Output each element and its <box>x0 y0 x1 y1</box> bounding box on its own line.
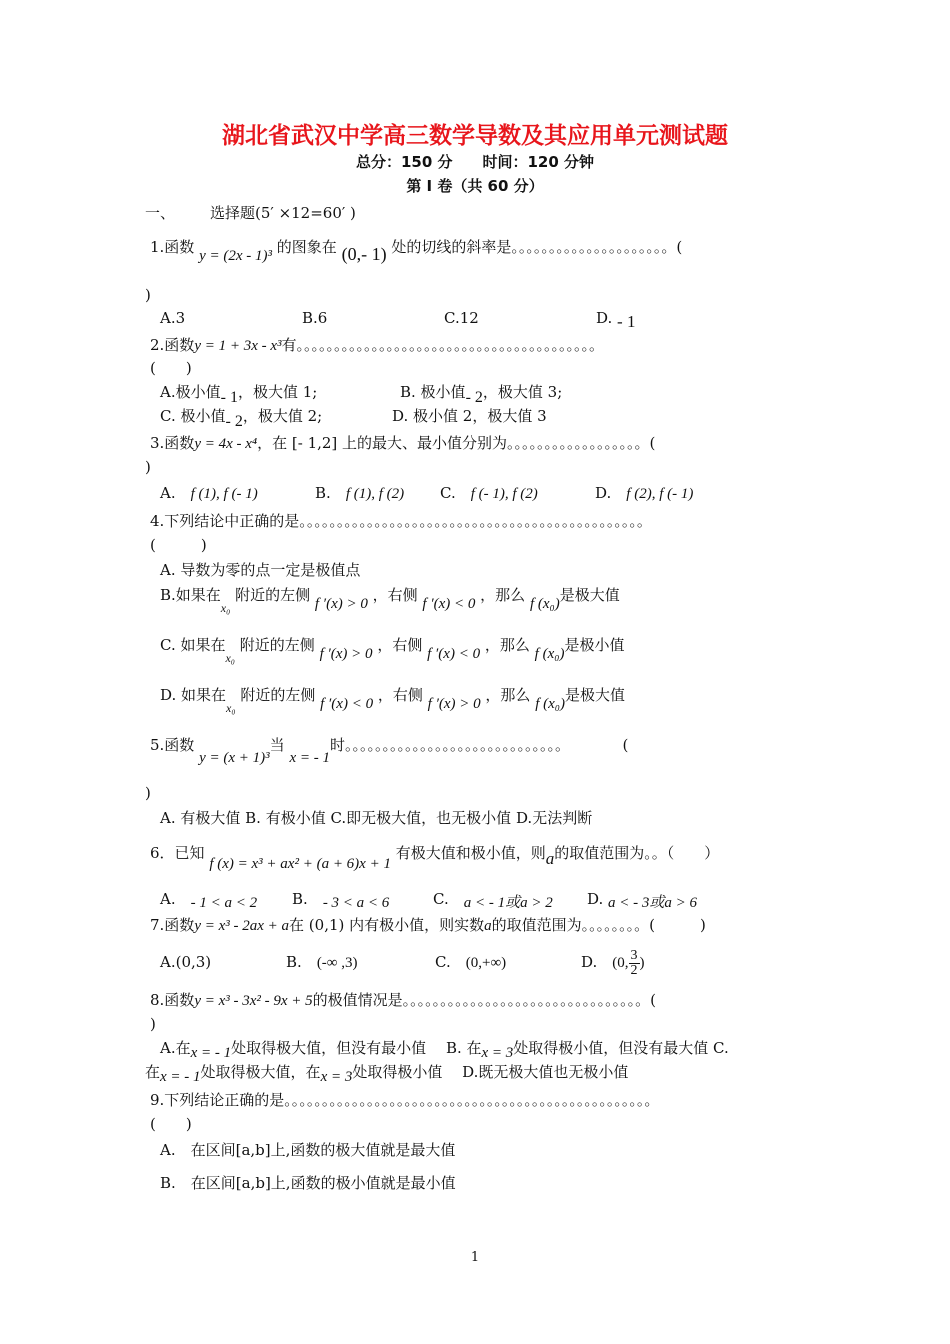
q1-number: 1.函数 <box>150 238 195 256</box>
q2-option-c: C. 极小值- 2，极大值 2; <box>160 407 323 430</box>
q2-paren: ( ) <box>150 359 192 377</box>
q9-line: 9.下列结论正确的是。。。。。。。。。。。。。。。。。。。。。。。。。。。。。。。。。。。。。。。。。。。。。。。。。 <box>150 1091 660 1109</box>
q5-line: 5.函数 y = (x + 1)³当 x = - 1时。。。。。。。。。。。。。。。。。。。。。。。。。。。。。 ( <box>150 736 629 766</box>
q6-function: f (x) = x³ + ax² + (a + 6)x + 1 <box>209 856 391 872</box>
q9-option-a: A. 在区间[a,b]上,函数的极大值就是最大值 <box>160 1141 456 1159</box>
q2-option-d: D. 极小值 2，极大值 3 <box>392 407 547 425</box>
q1-option-a: A.3 <box>160 309 186 327</box>
q8-option-line1: A.在x = - 1处取得极大值，但没有最小值 B. 在x = 3处取得极小值，但没有最大值 C. <box>160 1039 729 1061</box>
q9-paren: ( ) <box>150 1115 192 1133</box>
q4-option-a: A. 导数为零的点一定是极值点 <box>160 561 361 579</box>
q1-close: ) <box>145 286 151 304</box>
q5-function: y = (x + 1)³ <box>199 750 270 766</box>
q3-option-b: B. f (1), f (2) <box>315 484 405 502</box>
q3-option-c: C. f (- 1), f (2) <box>440 484 538 502</box>
q4-option-b: B.如果在$_{x_0}$ 附近的左侧 f ′(x) > 0 ，右侧 f ′(x) < 0 ，那么 f (x₀)是极大值 <box>160 586 620 615</box>
q6-option-a: A. - 1 < a < 2 <box>160 890 258 911</box>
q7-function: y = x³ - 2ax + a <box>194 918 290 934</box>
q5-close: ) <box>145 784 151 802</box>
score-time: 总分：150 分 时间：120 分钟 <box>355 153 595 171</box>
q5-options: A. 有极大值 B. 有极小值 C.即无极大值，也无极小值 D.无法判断 <box>160 809 593 827</box>
q6-option-c: C. a < - 1或a > 2 <box>433 890 553 911</box>
q3-close: ) <box>145 458 151 476</box>
q1-text2: 处的切线的斜率是。。。。。。。。。。。。。。。。。。。。。( <box>391 238 683 256</box>
q1-point: (0,- 1) <box>341 244 387 264</box>
q1-function: y = (2x - 1)³ <box>199 248 273 264</box>
q6-option-b: B. - 3 < a < 6 <box>292 890 390 911</box>
q8-option-line2: 在x = - 1处取得极大值，在x = 3处取得极小值 D.既无极大值也无极小值 <box>145 1063 629 1085</box>
q2-option-a: A.极小值- 1，极大值 1; <box>160 383 318 406</box>
section-label: 选择题(5′ ×12=60′ ) <box>210 204 356 222</box>
q7-line: 7.函数y = x³ - 2ax + a在 (0,1) 内有极小值，则实数a的取值范围为。。。。。。。。( ) <box>150 916 706 934</box>
q8-line: 8.函数y = x³ - 3x² - 9x + 5的极值情况是。。。。。。。。。。。。。。。。。。。。。。。。。。。。。。。。( <box>150 991 657 1009</box>
q1-option-c: C.12 <box>444 309 479 327</box>
q4-paren: ( ) <box>150 536 207 554</box>
page-number: 1 <box>470 1250 480 1265</box>
q3-function: y = 4x - x⁴ <box>194 436 258 452</box>
q2-option-b: B. 极小值- 2，极大值 3; <box>400 383 563 406</box>
q4-line: 4.下列结论中正确的是。。。。。。。。。。。。。。。。。。。。。。。。。。。。。。。。。。。。。。。。。。。。。。 <box>150 512 652 530</box>
q7-option-d: D. (0, $\frac{3}{2}$ ) <box>581 947 645 978</box>
q3-option-a: A. f (1), f (- 1) <box>160 484 258 502</box>
q4-option-d: D. 如果在$_{x_0}$ 附近的左侧 f ′(x) < 0 ，右侧 f ′(x) > 0 ，那么 f (x₀)是极大值 <box>160 686 625 715</box>
q1-option-d: D. - 1 <box>596 309 636 331</box>
volume-heading: 第 I 卷（共 60 分） <box>406 177 544 195</box>
q1-text1: 的图象在 <box>276 238 337 256</box>
q7-option-b: B. (-∞ ,3) <box>286 953 358 971</box>
q9-option-b: B. 在区间[a,b]上,函数的极小值就是最小值 <box>160 1174 456 1192</box>
q2-line: 2.函数y = 1 + 3x - x³有。。。。。。。。。。。。。。。。。。。。。。。。。。。。。。。。。。。。。。。。 <box>150 336 605 354</box>
q3-line: 3.函数y = 4x - x⁴，在 [- 1,2] 上的最大、最小值分别为。。。。。。。。。。。。。。。。。。( <box>150 434 656 452</box>
document-title: 湖北省武汉中学高三数学导数及其应用单元测试题 <box>222 123 728 149</box>
q6-option-d: D. a < - 3或a > 6 <box>587 890 698 911</box>
q1-option-b: B.6 <box>302 309 328 327</box>
section-number: 一、 <box>145 204 176 222</box>
q1-line <box>150 236 683 264</box>
q8-close: ) <box>150 1015 156 1033</box>
q3-option-d: D. f (2), f (- 1) <box>595 484 694 502</box>
q6-line: 6．已知 f (x) = x³ + ax² + (a + 6)x + 1 有极大值和极小值，则a的取值范围为。。（ ） <box>150 844 720 872</box>
q7-option-c: C. (0,+∞) <box>435 953 507 971</box>
q1-option-d-value: - 1 <box>617 312 636 331</box>
q8-function: y = x³ - 3x² - 9x + 5 <box>194 993 313 1009</box>
q2-function: y = 1 + 3x - x³ <box>194 338 282 354</box>
q7-option-a: A.(0,3) <box>160 953 212 971</box>
q4-option-c: C. 如果在$_{x_0}$ 附近的左侧 f ′(x) > 0 ，右侧 f ′(x) < 0 ，那么 f (x₀)是极小值 <box>160 636 625 665</box>
